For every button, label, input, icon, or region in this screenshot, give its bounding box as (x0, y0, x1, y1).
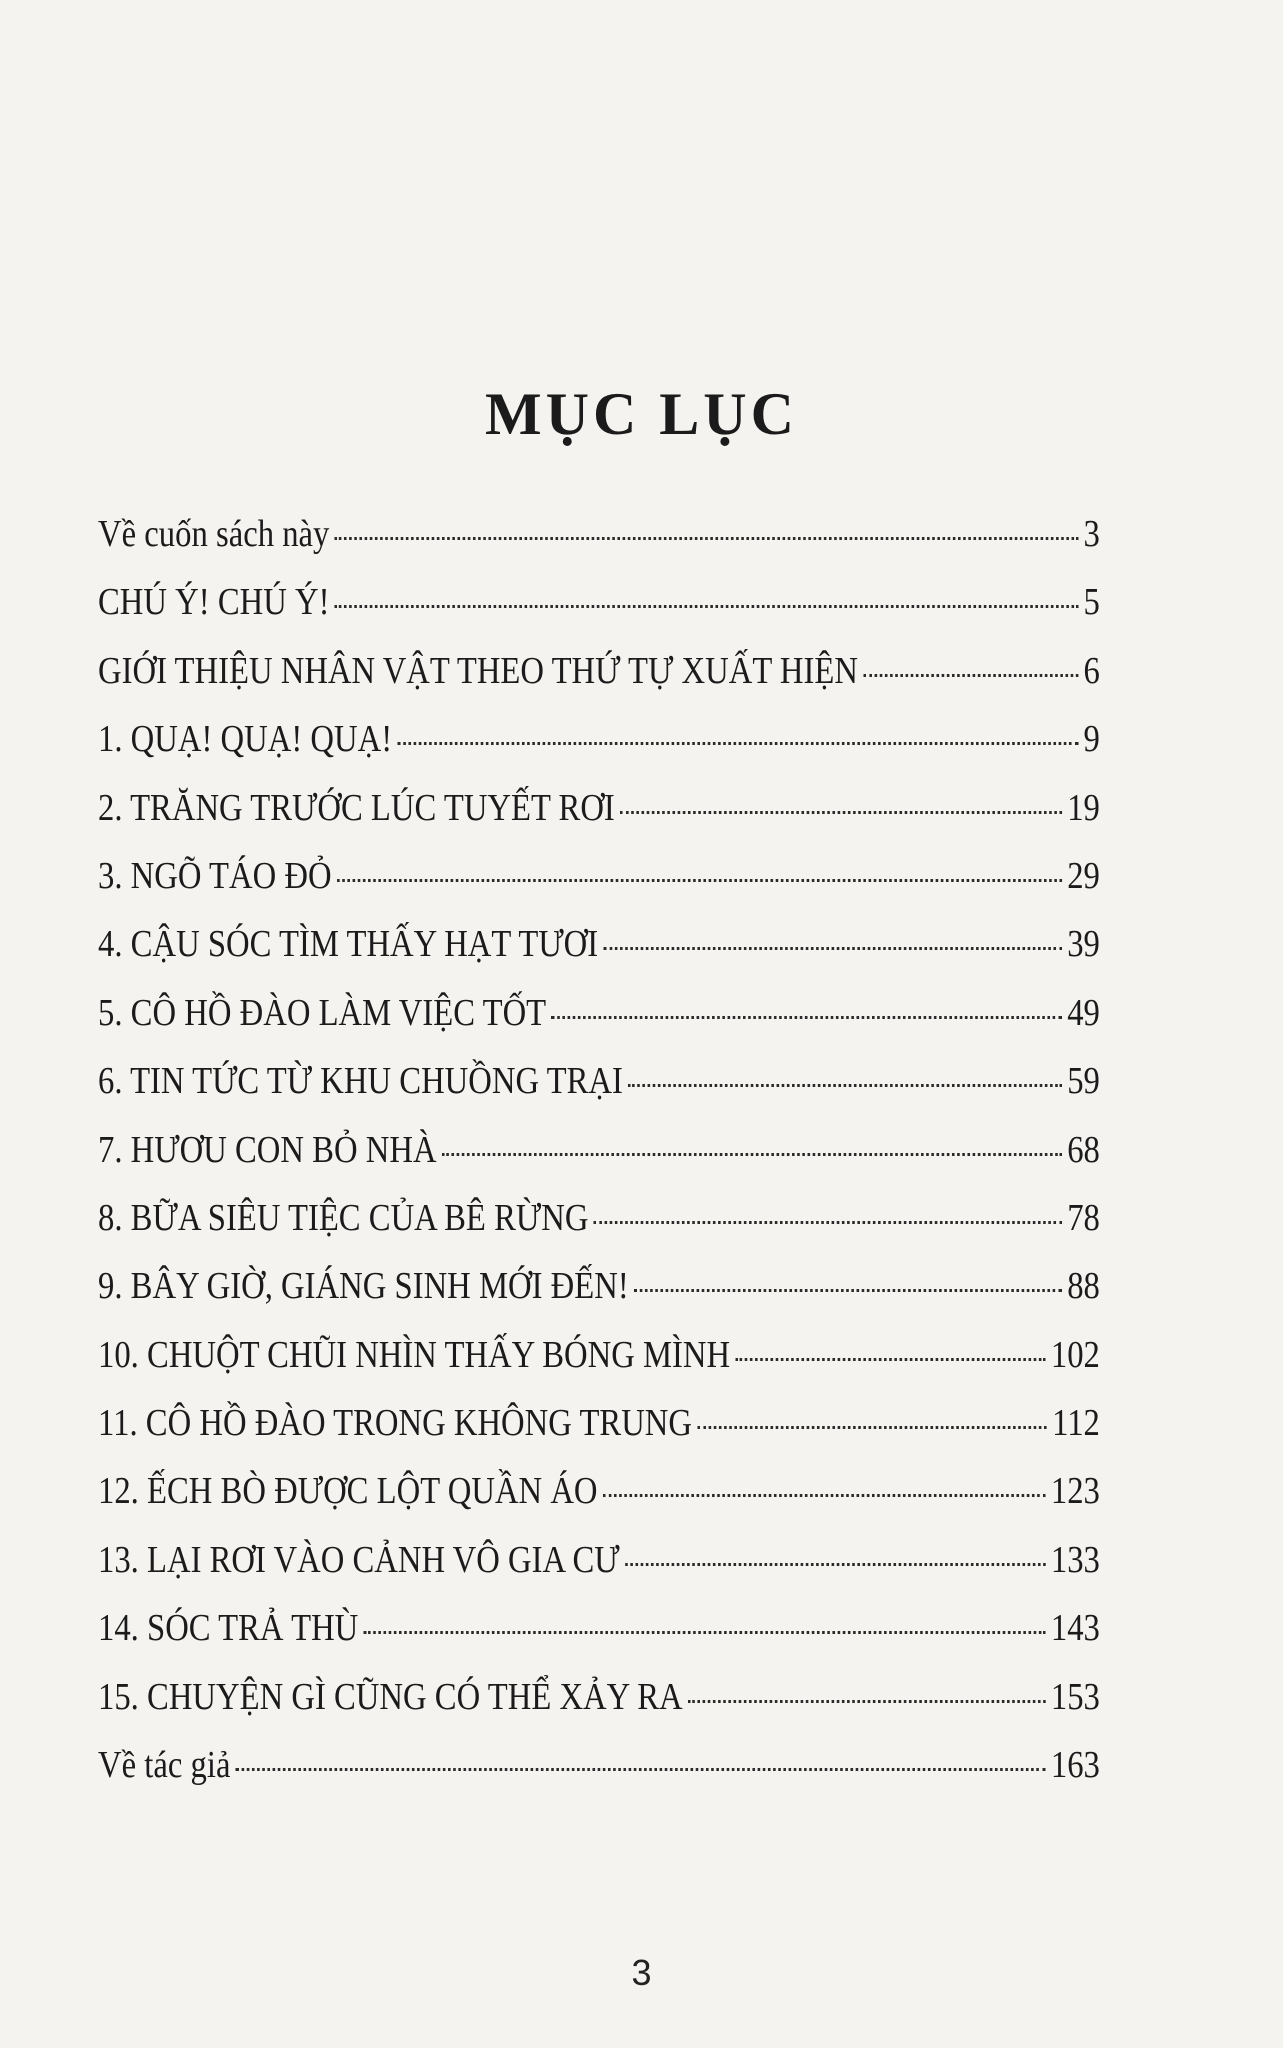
toc-leader-dots (236, 1768, 1046, 1771)
toc-entry-label: Về cuốn sách này (98, 513, 330, 555)
toc-entry-label: 2. TRĂNG TRƯỚC LÚC TUYẾT RƠI (98, 786, 615, 829)
page-number: 3 (631, 1952, 652, 1993)
toc-entry-page: 163 (1050, 1744, 1100, 1787)
toc-entry (98, 649, 1100, 717)
toc-entry (98, 1128, 1100, 1196)
toc-leader-dots (735, 1358, 1045, 1361)
toc-entry-page: 153 (1050, 1675, 1100, 1718)
toc-leader-dots (551, 1016, 1062, 1019)
toc-entry-label: 8. BỮA SIÊU TIỆC CỦA BÊ RỪNG (98, 1196, 589, 1239)
toc-entry (98, 1401, 1100, 1469)
toc-entry-page: 78 (1067, 1196, 1100, 1239)
toc-entry-page: 88 (1067, 1265, 1100, 1308)
toc-entry (98, 1743, 1100, 1811)
toc-entry-page: 102 (1050, 1333, 1100, 1376)
toc-leader-dots (628, 1084, 1062, 1087)
toc-entry-page: 19 (1067, 786, 1100, 829)
toc-entry (98, 1606, 1100, 1674)
toc-entry (98, 1469, 1100, 1537)
toc-entry-label: 1. QUẠ! QUẠ! QUẠ! (98, 718, 393, 761)
toc-entry (98, 580, 1100, 648)
toc-entry-label: 10. CHUỘT CHŨI NHÌN THẤY BÓNG MÌNH (98, 1333, 731, 1376)
toc-entry (98, 991, 1100, 1059)
toc-entry (98, 1196, 1100, 1264)
toc-entry (98, 1059, 1100, 1127)
toc-entry (98, 717, 1100, 785)
toc-entry-label: 11. CÔ HỒ ĐÀO TRONG KHÔNG TRUNG (98, 1402, 693, 1445)
page-title: MỤC LỤC (485, 381, 798, 447)
toc-leader-dots (335, 537, 1079, 540)
toc-entry-page: 9 (1083, 718, 1100, 761)
toc-entry (98, 1264, 1100, 1332)
toc-entry-page: 5 (1083, 581, 1100, 624)
toc-entry-label: 9. BÂY GIỜ, GIÁNG SINH MỚI ĐẾN! (98, 1265, 629, 1308)
toc-entry-page: 49 (1067, 991, 1100, 1034)
toc-entry (98, 854, 1100, 922)
toc-entry-label: 4. CẬU SÓC TÌM THẤY HẠT TƯƠI (98, 923, 599, 966)
toc-leader-dots (863, 674, 1078, 677)
toc-leader-dots (620, 811, 1062, 814)
toc-entry-page: 133 (1050, 1538, 1100, 1581)
toc-leader-dots (634, 1289, 1062, 1292)
toc-leader-dots (603, 1494, 1046, 1497)
toc-entry (98, 922, 1100, 990)
toc-entry-label: 6. TIN TỨC TỪ KHU CHUỒNG TRẠI (98, 1060, 623, 1103)
toc-leader-dots (397, 742, 1078, 745)
toc-leader-dots (594, 1221, 1062, 1224)
toc-entry-label: 14. SÓC TRẢ THÙ (98, 1607, 359, 1650)
toc-entry (98, 512, 1100, 580)
toc-entry-label: 13. LẠI RƠI VÀO CẢNH VÔ GIA CƯ (98, 1538, 620, 1581)
toc-entry-page: 123 (1050, 1470, 1100, 1513)
toc-entry (98, 1675, 1100, 1743)
toc-entry-page: 68 (1067, 1128, 1100, 1171)
toc-entry-page: 112 (1052, 1402, 1100, 1445)
toc-leader-dots (363, 1631, 1045, 1634)
toc-entry-page: 143 (1050, 1607, 1100, 1650)
toc-entry-page: 39 (1067, 923, 1100, 966)
toc-leader-dots (337, 879, 1062, 882)
toc-entry-page: 3 (1083, 513, 1100, 555)
toc-entry-page: 29 (1067, 854, 1100, 897)
toc-leader-dots (697, 1426, 1047, 1429)
toc-entry-label: CHÚ Ý! CHÚ Ý! (98, 581, 330, 624)
toc-entry-label: Về tác giả (98, 1744, 231, 1787)
toc-entry (98, 1538, 1100, 1606)
toc-entry-label: GIỚI THIỆU NHÂN VẬT THEO THỨ TỰ XUẤT HIỆN (98, 649, 858, 692)
table-of-contents (98, 512, 1100, 1811)
toc-entry-page: 59 (1067, 1060, 1100, 1103)
toc-leader-dots (625, 1563, 1046, 1566)
toc-entry (98, 1333, 1100, 1401)
toc-leader-dots (442, 1153, 1062, 1156)
toc-entry-page: 6 (1083, 649, 1100, 692)
toc-entry-label: 5. CÔ HỒ ĐÀO LÀM VIỆC TỐT (98, 991, 547, 1034)
toc-entry-label: 12. ẾCH BÒ ĐƯỢC LỘT QUẦN ÁO (98, 1470, 598, 1513)
toc-entry-label: 3. NGÕ TÁO ĐỎ (98, 854, 332, 897)
toc-entry-label: 7. HƯƠU CON BỎ NHÀ (98, 1128, 437, 1171)
toc-entry (98, 786, 1100, 854)
toc-leader-dots (688, 1700, 1046, 1703)
toc-entry-label: 15. CHUYỆN GÌ CŨNG CÓ THỂ XẢY RA (98, 1675, 683, 1718)
toc-leader-dots (335, 605, 1079, 608)
toc-leader-dots (603, 947, 1062, 950)
